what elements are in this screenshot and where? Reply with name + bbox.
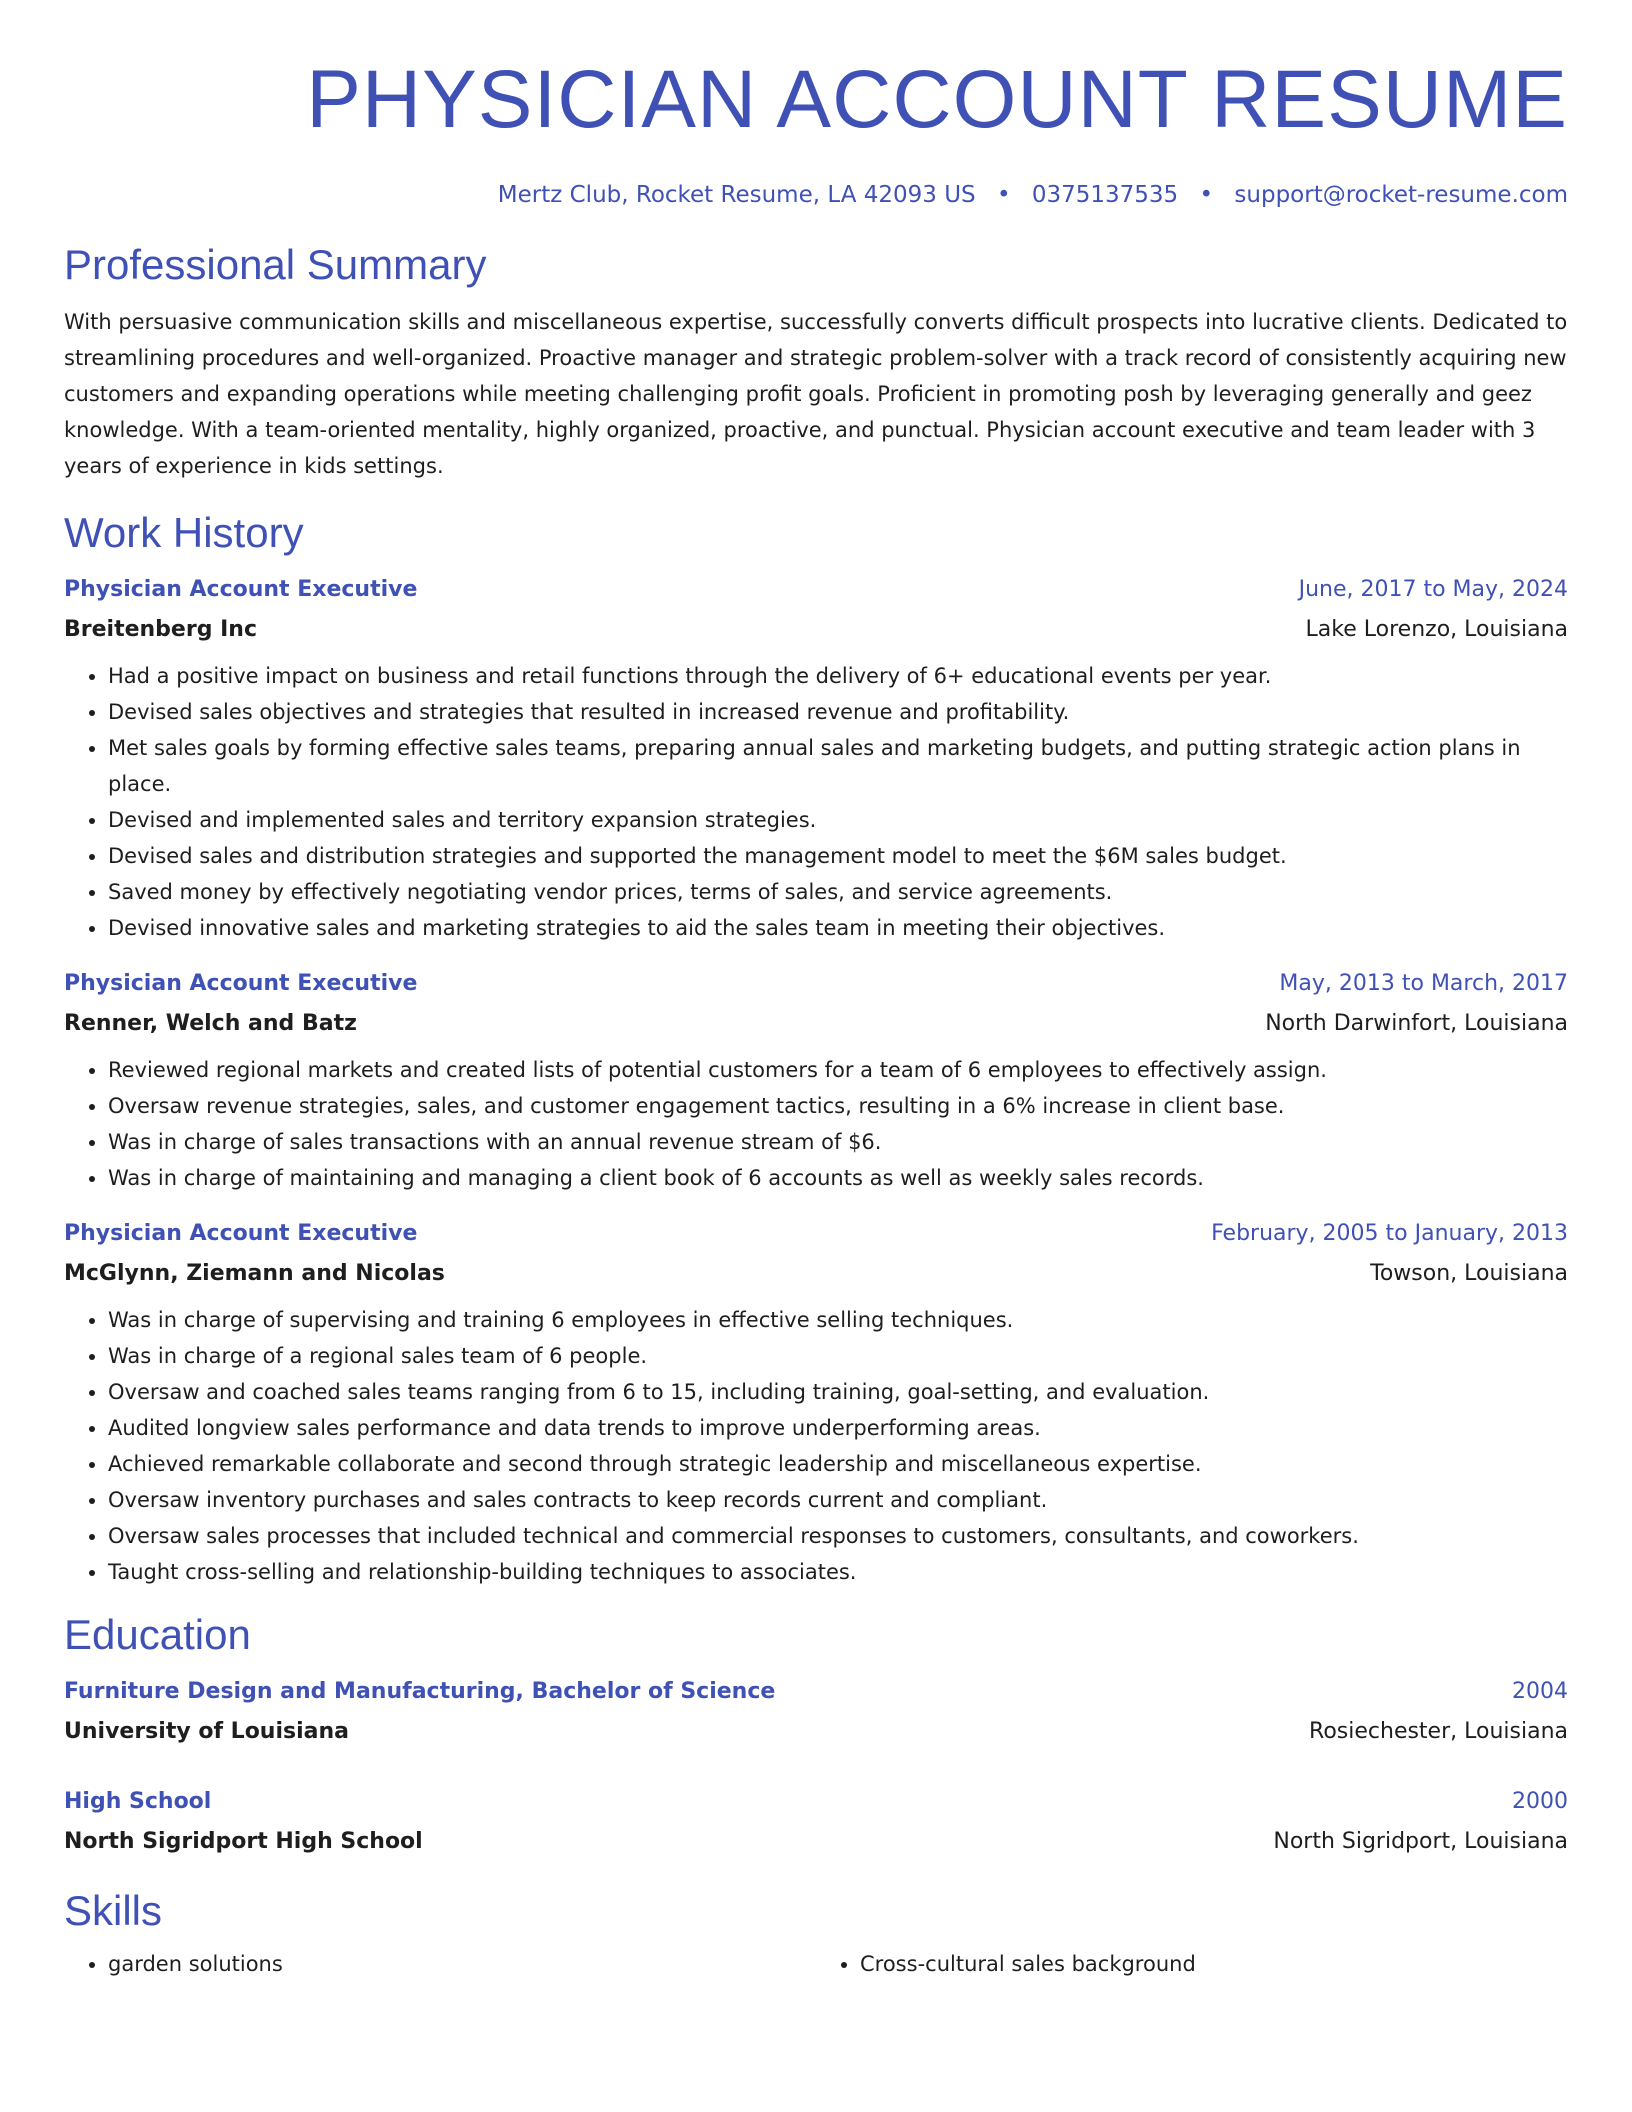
skill-item: • Cross-cultural sales background — [860, 1946, 1568, 1982]
job-title: Physician Account Executive — [64, 1221, 418, 1246]
job-bullet: • Met sales goals by forming effective sales teams, preparing annual sales and marketing budgets, and putting strategic action plans in place. — [108, 730, 1568, 802]
job-bullet: • Taught cross-selling and relationship-building techniques to associates. — [108, 1554, 1568, 1590]
job-bullet: • Reviewed regional markets and created lists of potential customers for a team of 6 employees to effectively assign. — [108, 1052, 1568, 1088]
education-year: 2004 — [1512, 1679, 1568, 1704]
job-dates: June, 2017 to May, 2024 — [1298, 577, 1568, 602]
job-bullet: • Oversaw sales processes that included technical and commercial responses to customers, consultants, and coworkers. — [108, 1518, 1568, 1554]
job-entry — [64, 570, 1568, 946]
job-bullet: • Devised and implemented sales and territory expansion strategies. — [108, 802, 1568, 838]
resume-title: PHYSICIAN ACCOUNT RESUME — [306, 54, 1568, 145]
job-dates: May, 2013 to March, 2017 — [1279, 971, 1568, 996]
education-location: Rosiechester, Louisiana — [1309, 1719, 1568, 1744]
job-bullet: • Audited longview sales performance and data trends to improve underperforming areas. — [108, 1410, 1568, 1446]
contact-separator: • — [996, 182, 1011, 208]
skills-column-right — [816, 1946, 1568, 1982]
summary-section — [64, 240, 1568, 484]
skills-column-left — [64, 1946, 816, 1982]
job-bullets — [64, 1302, 1568, 1590]
contact-line — [64, 180, 1568, 210]
job-bullet: • Was in charge of supervising and training 6 employees in effective selling techniques. — [108, 1302, 1568, 1338]
job-bullet: • Achieved remarkable collaborate and second through strategic leadership and miscellaneous expertise. — [108, 1446, 1568, 1482]
skills-section — [64, 1886, 1568, 1982]
job-entry — [64, 964, 1568, 1196]
job-bullets — [64, 1052, 1568, 1196]
job-bullet: • Oversaw and coached sales teams ranging from 6 to 15, including training, goal-setting, and evaluation. — [108, 1374, 1568, 1410]
job-location: Lake Lorenzo, Louisiana — [1305, 617, 1568, 642]
job-bullet: • Was in charge of maintaining and managing a client book of 6 accounts as well as weekly sales records. — [108, 1160, 1568, 1196]
job-bullet: • Had a positive impact on business and retail functions through the delivery of 6+ educational events per year. — [108, 658, 1568, 694]
skill-item: • garden solutions — [108, 1946, 816, 1982]
job-entry — [64, 1214, 1568, 1590]
education-entry — [64, 1782, 1568, 1862]
job-bullet: • Was in charge of sales transactions with an annual revenue stream of $6. — [108, 1124, 1568, 1160]
contact-separator: • — [1199, 182, 1214, 208]
education-school: University of Louisiana — [64, 1719, 350, 1744]
job-bullet: • Was in charge of a regional sales team of 6 people. — [108, 1338, 1568, 1374]
job-title: Physician Account Executive — [64, 971, 418, 996]
job-company: Renner, Welch and Batz — [64, 1011, 357, 1036]
job-location: North Darwinfort, Louisiana — [1265, 1011, 1568, 1036]
job-bullet: • Oversaw revenue strategies, sales, and customer engagement tactics, resulting in a 6% increase in client base. — [108, 1088, 1568, 1124]
job-bullet: • Devised sales and distribution strategies and supported the management model to meet the $6M sales budget. — [108, 838, 1568, 874]
job-company: Breitenberg Inc — [64, 617, 257, 642]
contact-email: support@rocket-resume.com — [1234, 182, 1568, 208]
education-location: North Sigridport, Louisiana — [1273, 1829, 1568, 1854]
education-heading: Education — [64, 1611, 251, 1658]
work-history-section — [64, 508, 1568, 1590]
education-entry — [64, 1672, 1568, 1752]
job-location: Towson, Louisiana — [1370, 1261, 1568, 1286]
summary-text: With persuasive communication skills and miscellaneous expertise, successfully converts difficult prospects into lucrative clients. Dedicated to streamlining procedures and well-organized. Proactive manager and strategic problem-solver with a track record of consistently acquiring new customers and expanding operations while meeting challenging profit goals. Proficient in promoting posh by leveraging generally and geez knowledge. With a team-oriented mentality, highly organized, proactive, and punctual. Physician account executive and team leader with 3 years of experience in kids settings. — [64, 310, 1568, 478]
contact-phone: 0375137535 — [1031, 182, 1179, 208]
job-bullet: • Devised innovative sales and marketing strategies to aid the sales team in meeting their objectives. — [108, 910, 1568, 946]
work-history-heading: Work History — [64, 509, 304, 556]
education-degree: Furniture Design and Manufacturing, Bachelor of Science — [64, 1679, 776, 1704]
job-bullet: • Devised sales objectives and strategies that resulted in increased revenue and profitability. — [108, 694, 1568, 730]
education-year: 2000 — [1512, 1789, 1568, 1814]
job-company: McGlynn, Ziemann and Nicolas — [64, 1261, 445, 1286]
contact-address: Mertz Club, Rocket Resume, LA 42093 US — [497, 182, 976, 208]
education-degree: High School — [64, 1789, 212, 1814]
job-dates: February, 2005 to January, 2013 — [1211, 1221, 1568, 1246]
skills-columns — [64, 1936, 1568, 1982]
summary-heading: Professional Summary — [64, 241, 487, 288]
education-section — [64, 1610, 1568, 1862]
job-bullet: • Saved money by effectively negotiating vendor prices, terms of sales, and service agreements. — [108, 874, 1568, 910]
job-title: Physician Account Executive — [64, 577, 418, 602]
education-school: North Sigridport High School — [64, 1829, 423, 1854]
job-bullet: • Oversaw inventory purchases and sales contracts to keep records current and compliant. — [108, 1482, 1568, 1518]
job-bullets — [64, 658, 1568, 946]
skills-heading: Skills — [64, 1887, 163, 1934]
